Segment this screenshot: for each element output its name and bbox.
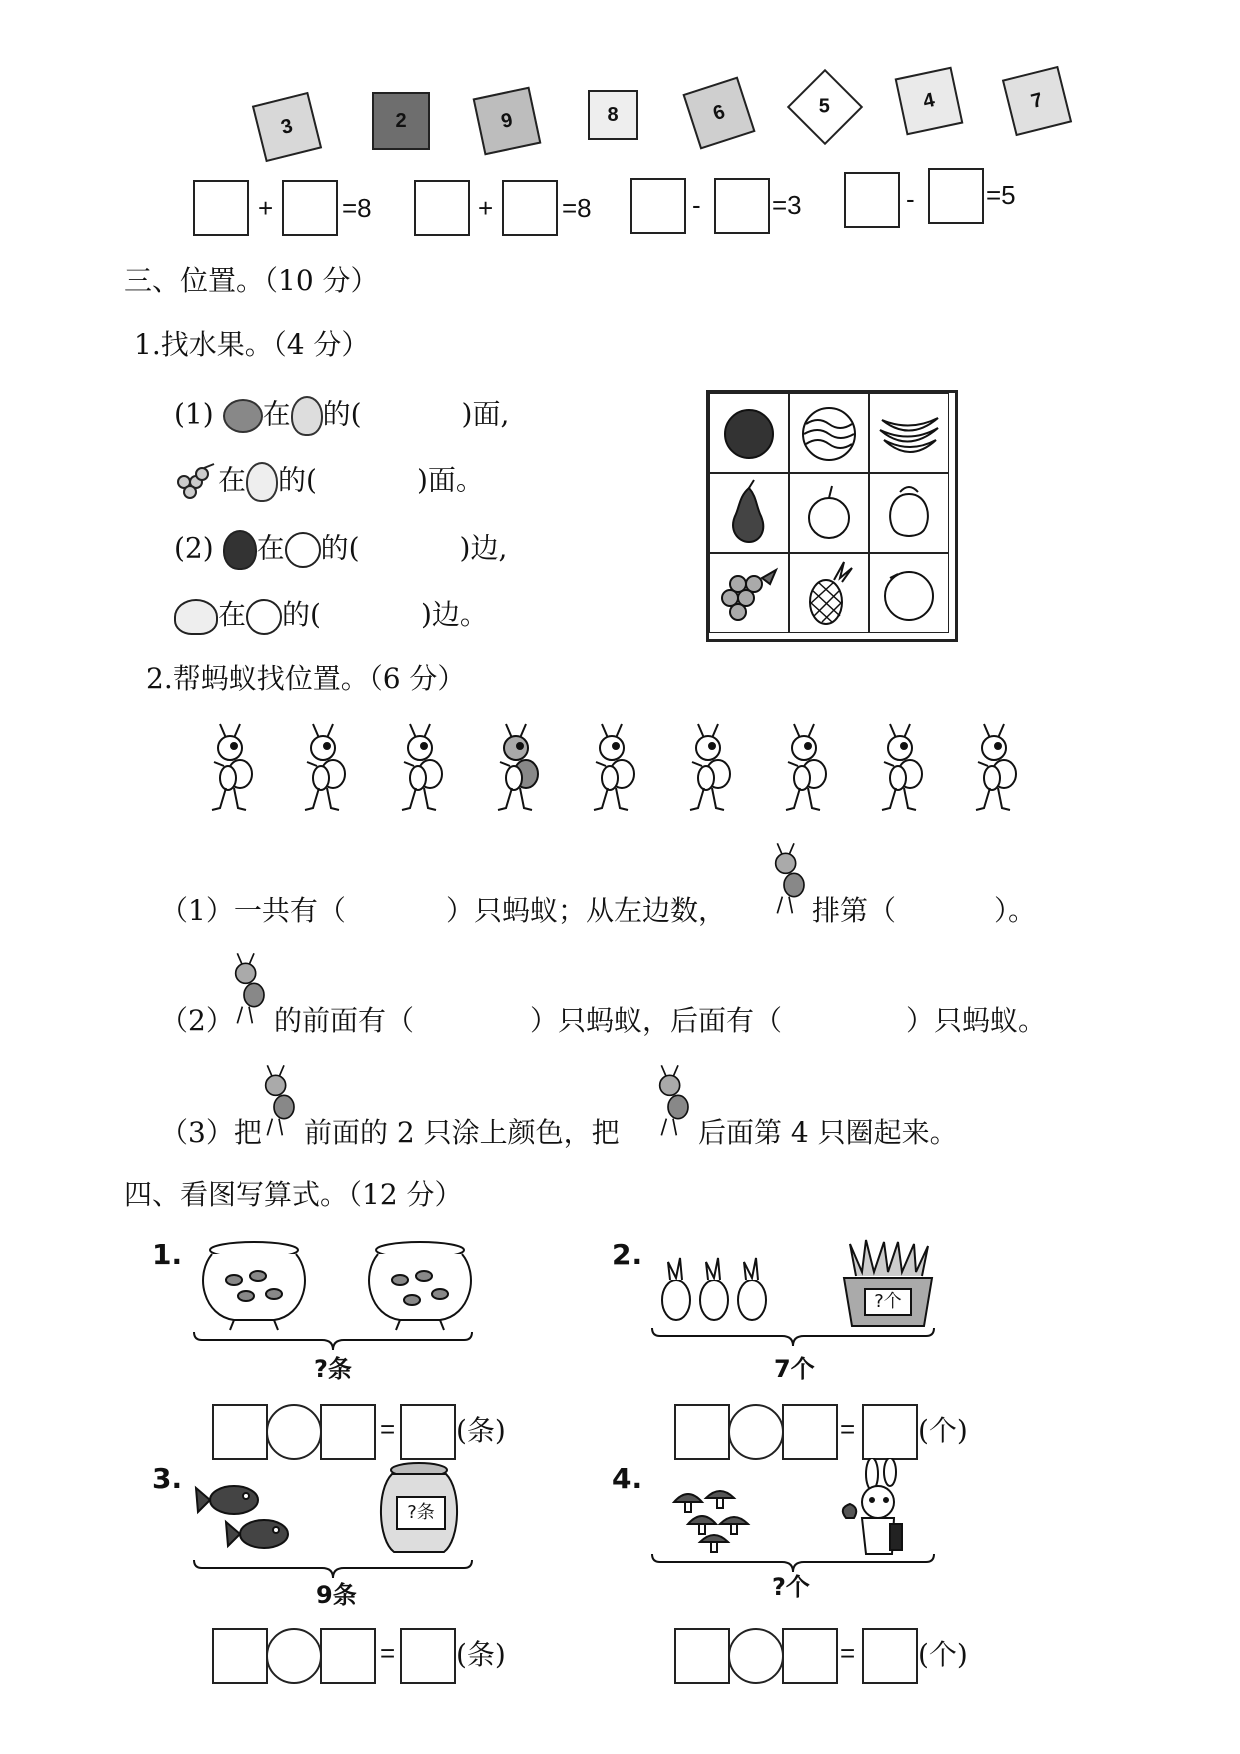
peach-icon xyxy=(870,474,948,552)
answer-box[interactable] xyxy=(928,168,984,224)
section-3-title: 三、位置。（10 分） xyxy=(124,264,379,297)
jar-label: ?条 xyxy=(396,1496,446,1530)
number-card: 4 xyxy=(895,67,964,136)
q2-line-3-part-b: 前面的 2 只涂上颜色，把 xyxy=(304,1116,620,1149)
brace xyxy=(192,1558,474,1580)
q2-line-3-part-c: 后面第 4 只圈起来。 xyxy=(698,1116,958,1149)
answer-box[interactable] xyxy=(400,1404,456,1460)
ant-icon xyxy=(682,722,742,814)
pineapple-icon xyxy=(790,554,868,632)
melon-icon xyxy=(870,554,948,632)
pear-icon xyxy=(246,462,278,502)
q1-line-4: 在 的( )边。 xyxy=(174,598,488,635)
ant-icon xyxy=(968,722,1028,814)
operator: + xyxy=(478,193,494,223)
fish-icon xyxy=(194,1476,304,1556)
number-card: 6 xyxy=(682,76,755,149)
unit-label: (个) xyxy=(918,1638,968,1671)
operator-circle[interactable] xyxy=(728,1404,784,1460)
dark-pear-icon xyxy=(223,530,257,570)
number-card: 3 xyxy=(252,92,322,162)
apple-icon xyxy=(790,474,868,552)
answer-box[interactable] xyxy=(782,1404,838,1460)
q1-line-2: 在 的( )面。 xyxy=(174,462,484,502)
problem-number: 2. xyxy=(612,1238,643,1271)
equals-sign: = xyxy=(380,1638,396,1668)
equation-result: =8 xyxy=(562,193,592,223)
banana-icon xyxy=(870,394,948,472)
answer-box[interactable] xyxy=(844,172,900,228)
section-4-title: 四、看图写算式。（12 分） xyxy=(124,1178,463,1211)
ant-icon xyxy=(224,950,274,1030)
q2-line-1-part-c: 排第（ xyxy=(812,894,897,927)
quantity-label: ?条 xyxy=(314,1355,352,1383)
operator-circle[interactable] xyxy=(728,1628,784,1684)
unit-label: (个) xyxy=(918,1414,968,1447)
grid-cell xyxy=(709,553,789,633)
q2-line-2-part-c: ）只蚂蚁，后面有（ xyxy=(530,1004,783,1037)
answer-box[interactable] xyxy=(414,180,470,236)
mushrooms-icon xyxy=(670,1484,756,1554)
problem-number: 4. xyxy=(612,1462,643,1495)
number-card: 8 xyxy=(588,90,638,140)
answer-box[interactable] xyxy=(212,1628,268,1684)
ant-icon xyxy=(490,722,550,814)
brace xyxy=(192,1330,474,1352)
quantity-label: ?个 xyxy=(772,1573,810,1601)
pineapples-icon xyxy=(656,1250,774,1324)
answer-box[interactable] xyxy=(282,180,338,236)
problem-number: 3. xyxy=(152,1462,183,1495)
operator-circle[interactable] xyxy=(266,1404,322,1460)
grid-cell xyxy=(789,473,869,553)
fishbowl-icon xyxy=(194,1236,314,1332)
q2-line-2-part-a: （2） xyxy=(160,1004,234,1037)
number-card: 2 xyxy=(372,92,430,150)
rabbit-icon xyxy=(832,1458,916,1562)
equation-result: =8 xyxy=(342,193,372,223)
pear-icon xyxy=(710,474,788,552)
answer-box[interactable] xyxy=(714,178,770,234)
ant-icon xyxy=(778,722,838,814)
q2-line-1-part-b: ）只蚂蚁；从左边数， xyxy=(446,894,727,927)
grapes-icon xyxy=(710,554,788,632)
question-2-title: 2.帮蚂蚁找位置。（6 分） xyxy=(146,662,466,695)
number-card: 7 xyxy=(1002,66,1072,136)
equals-sign: = xyxy=(840,1414,856,1444)
q2-line-2-part-b: 的前面有（ xyxy=(274,1004,415,1037)
answer-box[interactable] xyxy=(674,1404,730,1460)
question-1-title: 1.找水果。（4 分） xyxy=(134,328,370,361)
answer-box[interactable] xyxy=(193,180,249,236)
apple-icon xyxy=(285,532,321,568)
q2-line-1-part-a: （1）一共有（ xyxy=(160,894,346,927)
equation-result: =3 xyxy=(772,190,802,220)
watermelon-icon xyxy=(790,394,868,472)
answer-box[interactable] xyxy=(782,1628,838,1684)
answer-box[interactable] xyxy=(502,180,558,236)
answer-box[interactable] xyxy=(674,1628,730,1684)
problem-number: 1. xyxy=(152,1238,183,1271)
answer-box[interactable] xyxy=(212,1404,268,1460)
grid-cell xyxy=(709,393,789,473)
ant-icon xyxy=(586,722,646,814)
basket-label: ?个 xyxy=(864,1288,912,1316)
orange-icon xyxy=(223,399,263,433)
quantity-label: 7个 xyxy=(774,1355,815,1383)
peach-icon xyxy=(174,599,218,635)
equals-sign: = xyxy=(380,1414,396,1444)
ant-icon xyxy=(204,722,264,814)
grid-cell xyxy=(869,393,949,473)
grid-cell xyxy=(869,473,949,553)
answer-box[interactable] xyxy=(862,1628,918,1684)
q2-line-2-part-d: ）只蚂蚁。 xyxy=(906,1004,1047,1037)
apple-icon xyxy=(246,599,282,635)
operator-circle[interactable] xyxy=(266,1628,322,1684)
answer-box[interactable] xyxy=(630,178,686,234)
equation-result: =5 xyxy=(986,180,1016,210)
ant-icon xyxy=(764,840,814,920)
answer-box[interactable] xyxy=(862,1404,918,1460)
ant-icon xyxy=(648,1062,698,1142)
quantity-label: 9条 xyxy=(316,1581,357,1609)
q2-line-3-part-a: （3）把 xyxy=(160,1116,262,1149)
operator: - xyxy=(906,184,915,214)
q1-line-1: (1) 在 的( )面, xyxy=(174,396,509,436)
equals-sign: = xyxy=(840,1638,856,1668)
grid-cell xyxy=(869,553,949,633)
answer-box[interactable] xyxy=(400,1628,456,1684)
answer-box[interactable] xyxy=(320,1404,376,1460)
grapes-icon xyxy=(174,462,218,502)
ant-icon xyxy=(874,722,934,814)
operator: - xyxy=(692,190,701,220)
ant-icon xyxy=(297,722,357,814)
grid-cell xyxy=(789,553,869,633)
fruit-grid xyxy=(706,390,958,642)
unit-label: (条) xyxy=(456,1638,506,1671)
operator: + xyxy=(258,193,274,223)
brace xyxy=(650,1326,936,1350)
orange-icon xyxy=(710,394,788,472)
number-card: 5 xyxy=(787,69,863,145)
fishbowl-icon xyxy=(360,1236,480,1332)
answer-box[interactable] xyxy=(320,1628,376,1684)
grid-cell xyxy=(789,393,869,473)
ant-icon xyxy=(254,1062,304,1142)
q2-line-1-part-d: ）。 xyxy=(994,894,1037,927)
pear-icon xyxy=(291,396,323,436)
ant-icon xyxy=(394,722,454,814)
q1-line-3: (2) 在 的( )边, xyxy=(174,530,507,570)
number-card: 9 xyxy=(473,87,542,156)
grid-cell xyxy=(709,473,789,553)
unit-label: (条) xyxy=(456,1414,506,1447)
